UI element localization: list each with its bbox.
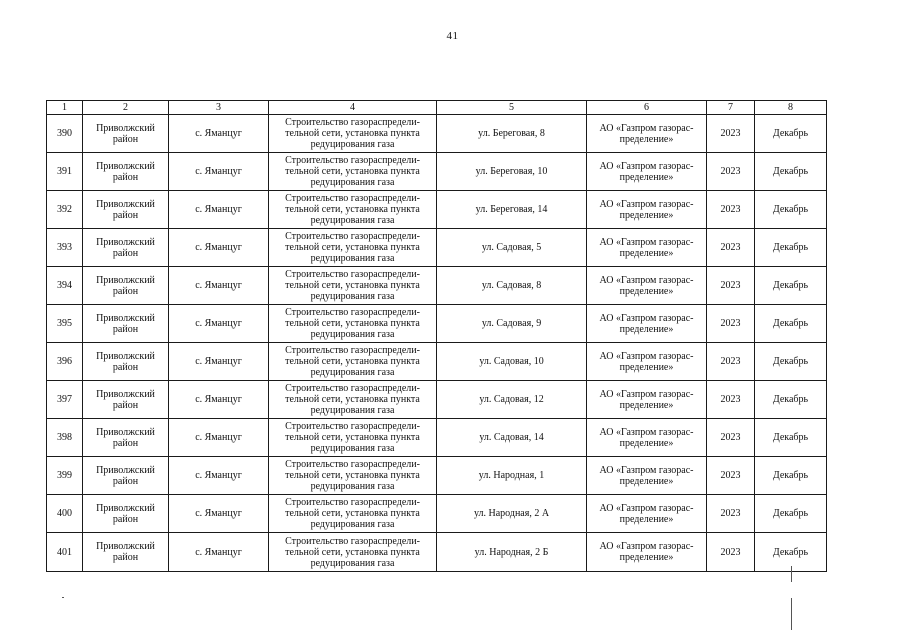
month-cell: Декабрь — [755, 229, 827, 267]
column-number: 6 — [587, 101, 707, 115]
district-cell: Приволжский район — [83, 305, 169, 343]
organization-cell: АО «Газпром газорас-пределение» — [587, 153, 707, 191]
settlement-cell: с. Яманцуг — [169, 381, 269, 419]
month-cell: Декабрь — [755, 191, 827, 229]
row-number: 398 — [47, 419, 83, 457]
settlement-cell: с. Яманцуг — [169, 115, 269, 153]
year-cell: 2023 — [707, 495, 755, 533]
row-number: 399 — [47, 457, 83, 495]
scan-mark — [62, 597, 64, 598]
work-description-cell: Строительство газораспредели-тельной сети, установка пункта редуцирования газа — [269, 305, 437, 343]
month-cell: Декабрь — [755, 115, 827, 153]
district-cell: Приволжский район — [83, 153, 169, 191]
table-row — [47, 191, 827, 229]
address-cell: ул. Садовая, 10 — [437, 343, 587, 381]
district-cell: Приволжский район — [83, 343, 169, 381]
district-cell: Приволжский район — [83, 457, 169, 495]
organization-cell: АО «Газпром газорас-пределение» — [587, 115, 707, 153]
row-number: 394 — [47, 267, 83, 305]
month-cell: Декабрь — [755, 381, 827, 419]
table-row — [47, 343, 827, 381]
row-number: 396 — [47, 343, 83, 381]
year-cell: 2023 — [707, 419, 755, 457]
organization-cell: АО «Газпром газорас-пределение» — [587, 495, 707, 533]
month-cell: Декабрь — [755, 267, 827, 305]
table-row — [47, 305, 827, 343]
month-cell: Декабрь — [755, 457, 827, 495]
organization-cell: АО «Газпром газорас-пределение» — [587, 381, 707, 419]
work-description-cell: Строительство газораспредели-тельной сети, установка пункта редуцирования газа — [269, 533, 437, 572]
column-number: 8 — [755, 101, 827, 115]
settlement-cell: с. Яманцуг — [169, 305, 269, 343]
row-number: 392 — [47, 191, 83, 229]
column-number: 3 — [169, 101, 269, 115]
table-row — [47, 153, 827, 191]
address-cell: ул. Народная, 2 Б — [437, 533, 587, 572]
table-body — [47, 115, 827, 572]
work-description-cell: Строительство газораспредели-тельной сети, установка пункта редуцирования газа — [269, 115, 437, 153]
work-description-cell: Строительство газораспредели-тельной сети, установка пункта редуцирования газа — [269, 153, 437, 191]
settlement-cell: с. Яманцуг — [169, 533, 269, 572]
table-row — [47, 381, 827, 419]
year-cell: 2023 — [707, 267, 755, 305]
address-cell: ул. Садовая, 12 — [437, 381, 587, 419]
district-cell: Приволжский район — [83, 381, 169, 419]
work-description-cell: Строительство газораспредели-тельной сети, установка пункта редуцирования газа — [269, 419, 437, 457]
column-number: 1 — [47, 101, 83, 115]
organization-cell: АО «Газпром газорас-пределение» — [587, 305, 707, 343]
address-cell: ул. Садовая, 14 — [437, 419, 587, 457]
table-row — [47, 229, 827, 267]
column-number-row — [47, 101, 827, 115]
row-number: 400 — [47, 495, 83, 533]
settlement-cell: с. Яманцуг — [169, 343, 269, 381]
settlement-cell: с. Яманцуг — [169, 419, 269, 457]
work-description-cell: Строительство газораспредели-тельной сети, установка пункта редуцирования газа — [269, 343, 437, 381]
address-cell: ул. Береговая, 10 — [437, 153, 587, 191]
table-row — [47, 495, 827, 533]
column-number: 2 — [83, 101, 169, 115]
year-cell: 2023 — [707, 381, 755, 419]
settlement-cell: с. Яманцуг — [169, 229, 269, 267]
settlement-cell: с. Яманцуг — [169, 191, 269, 229]
address-cell: ул. Садовая, 9 — [437, 305, 587, 343]
row-number: 390 — [47, 115, 83, 153]
year-cell: 2023 — [707, 533, 755, 572]
table-row — [47, 419, 827, 457]
district-cell: Приволжский район — [83, 267, 169, 305]
month-cell: Декабрь — [755, 533, 827, 572]
work-description-cell: Строительство газораспредели-тельной сети, установка пункта редуцирования газа — [269, 495, 437, 533]
work-description-cell: Строительство газораспредели-тельной сети, установка пункта редуцирования газа — [269, 381, 437, 419]
organization-cell: АО «Газпром газорас-пределение» — [587, 343, 707, 381]
table-row — [47, 457, 827, 495]
organization-cell: АО «Газпром газорас-пределение» — [587, 419, 707, 457]
address-cell: ул. Береговая, 14 — [437, 191, 587, 229]
column-number: 7 — [707, 101, 755, 115]
work-description-cell: Строительство газораспредели-тельной сети, установка пункта редуцирования газа — [269, 229, 437, 267]
settlement-cell: с. Яманцуг — [169, 267, 269, 305]
month-cell: Декабрь — [755, 419, 827, 457]
organization-cell: АО «Газпром газорас-пределение» — [587, 229, 707, 267]
organization-cell: АО «Газпром газорас-пределение» — [587, 457, 707, 495]
year-cell: 2023 — [707, 457, 755, 495]
address-cell: ул. Народная, 2 А — [437, 495, 587, 533]
table-row — [47, 267, 827, 305]
district-cell: Приволжский район — [83, 495, 169, 533]
row-number: 391 — [47, 153, 83, 191]
row-number: 393 — [47, 229, 83, 267]
column-number: 5 — [437, 101, 587, 115]
year-cell: 2023 — [707, 153, 755, 191]
address-cell: ул. Садовая, 5 — [437, 229, 587, 267]
organization-cell: АО «Газпром газорас-пределение» — [587, 533, 707, 572]
scan-mark — [791, 566, 792, 582]
month-cell: Декабрь — [755, 343, 827, 381]
district-cell: Приволжский район — [83, 533, 169, 572]
organization-cell: АО «Газпром газорас-пределение» — [587, 267, 707, 305]
month-cell: Декабрь — [755, 153, 827, 191]
year-cell: 2023 — [707, 229, 755, 267]
address-cell: ул. Береговая, 8 — [437, 115, 587, 153]
month-cell: Декабрь — [755, 305, 827, 343]
year-cell: 2023 — [707, 305, 755, 343]
district-cell: Приволжский район — [83, 191, 169, 229]
district-cell: Приволжский район — [83, 229, 169, 267]
work-description-cell: Строительство газораспредели-тельной сети, установка пункта редуцирования газа — [269, 267, 437, 305]
work-description-cell: Строительство газораспредели-тельной сети, установка пункта редуцирования газа — [269, 457, 437, 495]
year-cell: 2023 — [707, 191, 755, 229]
settlement-cell: с. Яманцуг — [169, 153, 269, 191]
work-description-cell: Строительство газораспредели-тельной сети, установка пункта редуцирования газа — [269, 191, 437, 229]
table-row — [47, 115, 827, 153]
year-cell: 2023 — [707, 115, 755, 153]
month-cell: Декабрь — [755, 495, 827, 533]
row-number: 395 — [47, 305, 83, 343]
year-cell: 2023 — [707, 343, 755, 381]
page-number: 41 — [446, 30, 459, 42]
scan-mark — [791, 598, 792, 630]
district-cell: Приволжский район — [83, 419, 169, 457]
column-number: 4 — [269, 101, 437, 115]
organization-cell: АО «Газпром газорас-пределение» — [587, 191, 707, 229]
district-cell: Приволжский район — [83, 115, 169, 153]
row-number: 401 — [47, 533, 83, 572]
row-number: 397 — [47, 381, 83, 419]
address-cell: ул. Народная, 1 — [437, 457, 587, 495]
table-row — [47, 533, 827, 572]
settlement-cell: с. Яманцуг — [169, 457, 269, 495]
objects-table — [46, 100, 827, 572]
settlement-cell: с. Яманцуг — [169, 495, 269, 533]
address-cell: ул. Садовая, 8 — [437, 267, 587, 305]
